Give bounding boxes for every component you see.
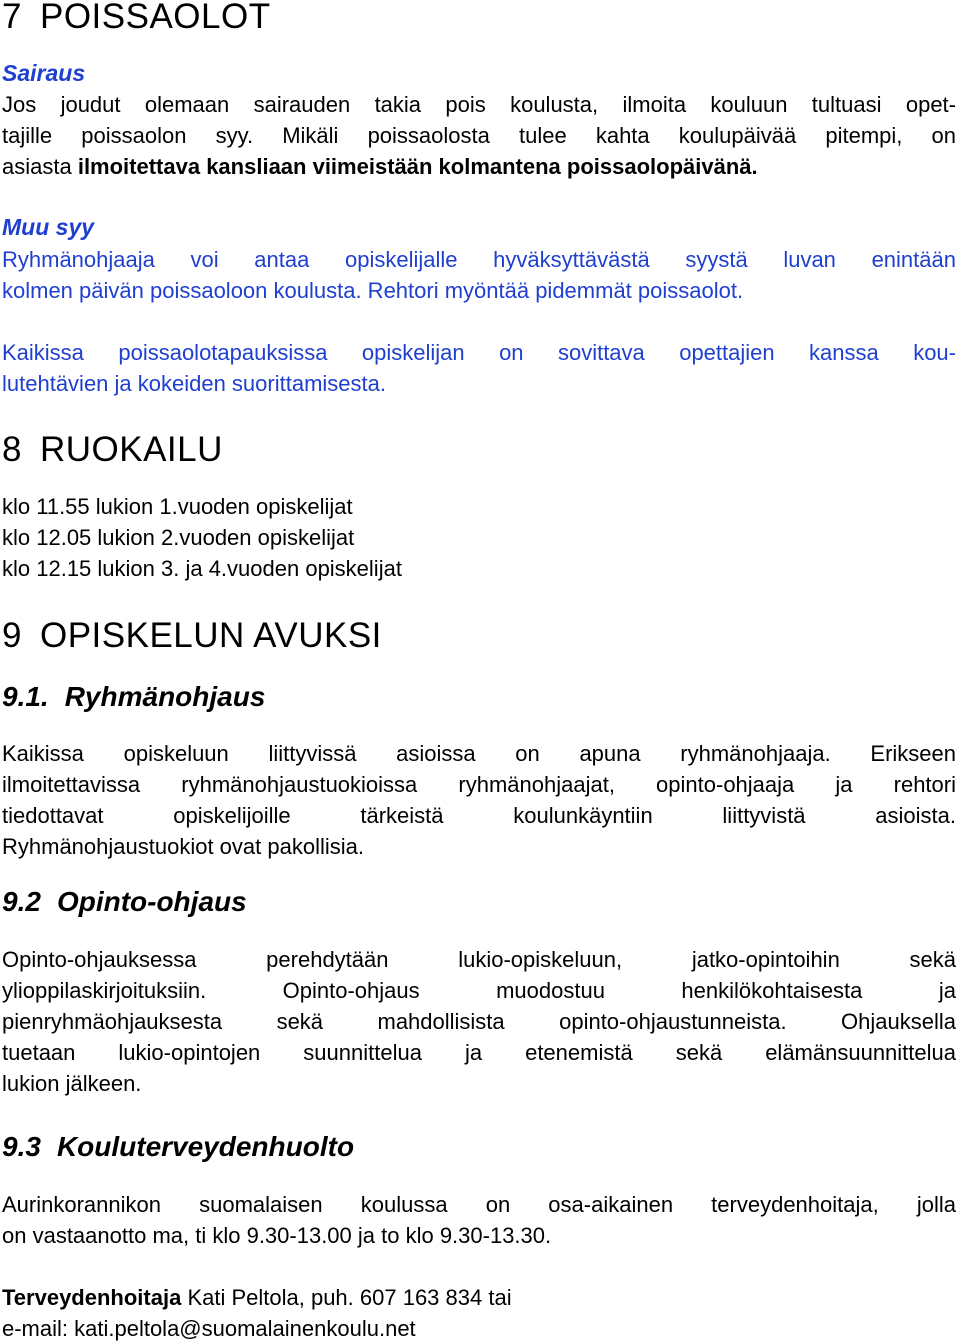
section-number: 8 <box>2 430 22 469</box>
lunch-time-item: klo 11.55 lukion 1.vuoden opiskelijat <box>2 494 353 519</box>
lunch-times <box>2 491 956 584</box>
email-line: e-mail: kati.peltola@suomalainenkoulu.net <box>2 1316 416 1341</box>
section-title: OPISKELUN AVUKSI <box>39 616 382 655</box>
section-title: RUOKAILU <box>39 430 223 469</box>
section-number: 7 <box>2 0 22 36</box>
section-number: 9 <box>2 616 22 655</box>
contact-label: Terveydenhoitaja <box>2 1285 182 1310</box>
kouluterveydenhuolto-paragraph <box>2 1189 956 1251</box>
text-line: Kaikissa opiskeluun liittyvissä asioissa on apuna ryhmänohjaaja. Erikseen <box>2 741 956 766</box>
text-line: Kaikissa poissaolotapauksissa opiskelijan on sovittava opettajien kanssa kou- <box>2 340 956 365</box>
text-line: lukion jälkeen. <box>2 1071 142 1096</box>
text-line: Aurinkorannikon suomalaisen koulussa on osa-aikainen terveydenhoitaja, jolla <box>2 1192 956 1217</box>
subsection-title: Kouluterveydenhuolto <box>56 1131 355 1162</box>
subsection-number: 9.2 <box>2 886 41 917</box>
ryhmanohjaus-paragraph <box>2 738 956 862</box>
muu-syy-paragraph <box>2 244 956 306</box>
sairaus-paragraph <box>2 89 956 182</box>
text-line: tajille poissaolon syy. Mikäli poissaolosta tulee kahta koulupäivää pitempi, on <box>2 123 956 148</box>
text-line <box>2 151 956 182</box>
text-line: tiedottavat opiskelijoille tärkeistä koulunkäyntiin liittyvistä asioista. <box>2 803 956 828</box>
text-line: Opinto-ohjauksessa perehdytään lukio-opiskeluun, jatko-opintoihin sekä <box>2 947 956 972</box>
text-fragment: asiasta <box>2 154 78 179</box>
subsection-number: 9.1. <box>2 681 49 712</box>
section-8-heading <box>2 430 956 470</box>
bold-text: ilmoitettava kansliaan viimeistään kolmantena poissaolopäivänä. <box>77 154 758 179</box>
subsection-9-1-heading <box>2 680 956 714</box>
text-line: lutehtävien ja kokeiden suorittamisesta. <box>2 371 386 396</box>
text-line: ylioppilaskirjoituksiin. Opinto-ohjaus muodostuu henkilökohtaisesta ja <box>2 978 956 1003</box>
text-line: Ryhmänohjaaja voi antaa opiskelijalle hyväksyttävästä syystä luvan enintään <box>2 247 956 272</box>
lunch-time-item: klo 12.05 lukion 2.vuoden opiskelijat <box>2 525 355 550</box>
lunch-time-item: klo 12.15 lukion 3. ja 4.vuoden opiskelijat <box>2 556 402 581</box>
section-9-heading <box>2 616 956 656</box>
section-7-heading <box>2 0 956 37</box>
section-title: POISSAOLOT <box>39 0 271 36</box>
contact-line <box>2 1282 956 1313</box>
subsection-9-3-heading <box>2 1130 956 1164</box>
kaikissa-paragraph <box>2 337 956 399</box>
text-line: pienryhmäohjauksesta sekä mahdollisista opinto-ohjaustunneista. Ohjauksella <box>2 1009 956 1034</box>
muu-syy-subheading: Muu syy <box>2 214 95 240</box>
text-line: tuetaan lukio-opintojen suunnittelua ja etenemistä sekä elämänsuunnittelua <box>2 1040 956 1065</box>
subsection-title: Opinto-ohjaus <box>56 886 247 917</box>
sairaus-subheading: Sairaus <box>2 60 86 86</box>
text-line: kolmen päivän poissaoloon koulusta. Rehtori myöntää pidemmät poissaolot. <box>2 278 744 303</box>
text-line: Ryhmänohjaustuokiot ovat pakollisia. <box>2 834 364 859</box>
subsection-9-2-heading <box>2 885 956 919</box>
opinto-ohjaus-paragraph <box>2 944 956 1099</box>
text-line: ilmoitettavissa ryhmänohjaustuokioissa ryhmänohjaajat, opinto-ohjaaja ja rehtori <box>2 772 956 797</box>
subsection-title: Ryhmänohjaus <box>64 681 266 712</box>
text-line: on vastaanotto ma, ti klo 9.30-13.00 ja to klo 9.30-13.30. <box>2 1223 552 1248</box>
text-line: Jos joudut olemaan sairauden takia pois koulusta, ilmoita kouluun tultuasi opet- <box>2 92 956 117</box>
contact-text: Kati Peltola, puh. 607 163 834 tai <box>181 1285 512 1310</box>
subsection-number: 9.3 <box>2 1131 41 1162</box>
contact-info <box>2 1282 956 1344</box>
